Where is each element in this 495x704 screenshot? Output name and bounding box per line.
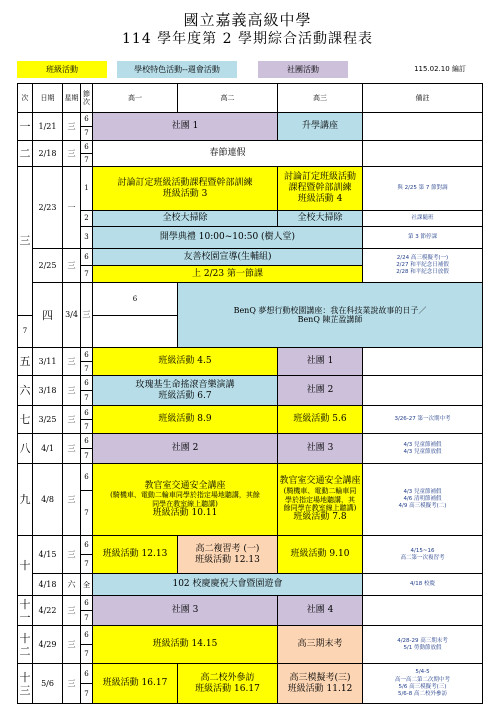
day-cell: 三 <box>63 141 81 167</box>
header-g2: 高二 <box>178 84 278 113</box>
activity-line: 餘同學在教室線上聽講) <box>283 503 357 512</box>
table-row <box>18 406 483 420</box>
day-cell: 三 <box>63 434 81 464</box>
activity-school: 全校大掃除 <box>93 211 278 227</box>
school-name: 國立嘉義高級中學 <box>183 11 312 29</box>
activity-line: 同學在教室線上聽講) <box>152 499 218 508</box>
table-row <box>18 167 483 211</box>
week-number: 五 <box>18 348 33 376</box>
activity-club: 社團 3 <box>278 434 363 464</box>
day-cell: 三 <box>63 536 81 574</box>
activity-line: 班級活動 16.17 <box>195 683 260 694</box>
remark-cell <box>363 348 483 376</box>
period-cell: 7 <box>81 449 93 464</box>
activity-class: 班級活動 12.13 <box>93 536 178 574</box>
period-cell: 6 <box>81 141 93 154</box>
period-cell: 7 <box>81 420 93 434</box>
schedule-table <box>17 83 483 704</box>
remark-cell <box>363 596 483 626</box>
period-cell: 7 <box>81 684 93 704</box>
day-cell: 一 <box>63 167 81 249</box>
activity-line: (騎機車、電動二輪車同學於指定場地聽講，其餘 <box>110 491 260 500</box>
period-cell: 7 <box>81 611 93 626</box>
remark-cell <box>363 141 483 167</box>
activity-line: 班級活動 6.7 <box>158 390 212 401</box>
period-cell: 6 <box>81 348 93 362</box>
remark-line: 5/6 高三模擬考(三) <box>398 683 447 690</box>
table-row <box>18 348 483 362</box>
day-cell: 三 <box>63 596 81 626</box>
period-cell: 7 <box>81 491 93 536</box>
activity-class <box>93 464 278 536</box>
table-row <box>18 626 483 645</box>
period-cell: 6 <box>81 464 93 491</box>
activity-class: 班級活動 16.17 <box>93 664 178 704</box>
week-number: 十三 <box>18 664 33 704</box>
activity-line: 教官室交通安全講座 <box>279 476 361 487</box>
activity-school <box>178 283 483 348</box>
week-number: 六 <box>18 376 33 406</box>
activity-line: 高二校外參訪 <box>200 672 255 683</box>
header-date: 日期 <box>33 84 63 113</box>
table-row <box>18 211 483 227</box>
remark-line: 4/3 兒童節補假 <box>403 489 442 496</box>
week-number: 一 <box>18 113 33 141</box>
header-row <box>18 84 483 113</box>
period-cell: 7 <box>81 645 93 664</box>
header-day: 星期 <box>63 84 81 113</box>
activity-club: 社團 1 <box>93 113 278 141</box>
period-cell: 6 <box>81 536 93 555</box>
activity-school: 升學講座 <box>278 113 363 141</box>
activity-class <box>178 664 278 704</box>
header-remark: 備註 <box>363 84 483 113</box>
activity-line: 課程暨幹部訓練 <box>288 183 352 194</box>
revision-date: 115.02.10 編訂 <box>414 65 466 73</box>
table-row <box>18 434 483 449</box>
activity-club: 社團 2 <box>93 434 278 464</box>
day-cell: 三 <box>63 406 81 434</box>
week-number: 七 <box>18 406 33 434</box>
activity-school: 開學典禮 10:00~10:50 (樹人堂) <box>93 227 363 249</box>
day-cell: 三 <box>81 283 93 348</box>
table-row <box>18 227 483 249</box>
activity-school: 友善校園宣導(生輔組) <box>93 249 363 266</box>
period-cell: 7 <box>18 315 33 348</box>
remark-line: 2/24 高三模擬考(一) <box>396 254 449 261</box>
date-cell: 1/21 <box>33 113 63 141</box>
period-cell: 6 <box>81 376 93 391</box>
remark-line: 高二第一次複習考 <box>400 554 445 561</box>
legend-class-activity: 班級活動 <box>17 61 107 78</box>
period-cell: 6 <box>81 626 93 645</box>
activity-line: 討論訂定班級活動 <box>283 172 356 183</box>
activity-line: 教官室交通安全講座 <box>144 480 226 491</box>
period-cell: 3 <box>81 227 93 249</box>
table-row <box>18 596 483 611</box>
remark-cell: 4/18 校慶 <box>363 574 483 596</box>
activity-line: 班級活動 12.13 <box>195 554 260 565</box>
activity-school: 102 校慶慶祝大會暨園遊會 <box>93 574 363 596</box>
table-row <box>18 574 483 596</box>
activity-class: 班級活動 5.6 <box>278 406 363 434</box>
remark-cell <box>363 664 483 704</box>
period-cell: 6 <box>81 596 93 611</box>
table-row <box>18 141 483 154</box>
activity-line: 班級活動 10.11 <box>152 508 218 519</box>
day-cell: 三 <box>63 464 81 536</box>
table-row <box>18 664 483 684</box>
date-cell: 3/25 <box>33 406 63 434</box>
date-cell: 3/18 <box>33 376 63 406</box>
remark-cell <box>363 536 483 574</box>
table-row <box>18 113 483 127</box>
remark-line: 2/27 和平紀念日補假 <box>396 261 449 268</box>
activity-exam: 高三期末考 <box>278 626 363 664</box>
activity-class: 班級活動 4.5 <box>93 348 278 376</box>
activity-club: 社團 2 <box>278 376 363 406</box>
activity-club: 社團 3 <box>93 596 278 626</box>
date-cell: 2/23 <box>33 167 63 249</box>
day-cell: 六 <box>63 574 81 596</box>
activity-line: BenQ 陳芷盈講師 <box>297 315 363 325</box>
date-cell: 4/15 <box>33 536 63 574</box>
date-cell: 3/11 <box>33 348 63 376</box>
date-cell: 4/29 <box>33 626 63 664</box>
activity-line: (騎機車、電動二輪車同 <box>283 487 357 496</box>
activity-club: 社團 1 <box>278 348 363 376</box>
day-cell: 三 <box>63 376 81 406</box>
week-number: 三 <box>18 167 33 316</box>
week-number: 十一 <box>19 597 31 624</box>
remark-line: 4/15~16 <box>410 547 435 554</box>
remark-cell: 社課隨班 <box>363 211 483 227</box>
remark-line: 4/9 高三模擬考(二) <box>398 503 447 510</box>
activity-school: 全校大掃除 <box>278 211 363 227</box>
remark-line: 4/3 兒童節補假 <box>403 441 442 448</box>
period-cell: 6 <box>81 406 93 420</box>
period-cell: 1 <box>81 167 93 211</box>
activity-line: 高二複習考 (一) <box>195 543 260 554</box>
remark-line: 4/6 清明節補假 <box>403 496 442 503</box>
day-cell: 三 <box>63 113 81 141</box>
activity-class <box>93 167 278 211</box>
period-cell: 7 <box>81 266 93 283</box>
table-row <box>18 376 483 391</box>
remark-line: 5/4-5 <box>415 669 430 676</box>
remark-cell: 3/26-27 第一次期中考 <box>363 406 483 434</box>
activity-class: 班級活動 14.15 <box>93 626 278 664</box>
remark-cell <box>363 626 483 664</box>
activity-line: 高三模擬考(三) <box>289 672 351 683</box>
period-cell: 6 <box>81 113 93 127</box>
remark-line: 5/1 勞動節放假 <box>403 644 442 651</box>
period-cell: 6 <box>81 434 93 449</box>
date-cell: 4/22 <box>33 596 63 626</box>
remark-line: 2/28 和平紀念日放假 <box>396 269 449 276</box>
table-row <box>18 283 483 316</box>
activity-line: 班級活動 4 <box>297 193 343 204</box>
activity-class: 上 2/23 第一節課 <box>93 266 363 283</box>
remark-cell <box>363 113 483 141</box>
activity-club: 社團 4 <box>278 596 363 626</box>
date-cell: 4/18 <box>33 574 63 596</box>
schedule-title: 114 學年度第 2 學期綜合活動課程表 <box>122 31 373 47</box>
period-cell: 6 <box>81 249 93 266</box>
activity-exam <box>278 664 363 704</box>
remark-cell: 第 3 節停課 <box>363 227 483 249</box>
remark-cell <box>363 464 483 536</box>
activity-line: 學於指定場地聽講，其 <box>285 495 355 504</box>
period-cell: 7 <box>81 391 93 406</box>
activity-line: 班級活動 3 <box>162 188 208 199</box>
activity-line: 討論訂定班級活動課程暨幹部訓練 <box>117 177 253 188</box>
table-row <box>18 249 483 266</box>
day-cell: 三 <box>63 664 81 704</box>
date-cell: 5/6 <box>33 664 63 704</box>
week-number: 九 <box>18 464 33 536</box>
date-cell: 3/4 <box>63 283 81 348</box>
week-number: 四 <box>33 283 63 348</box>
holiday: 春節連假 <box>93 141 363 167</box>
period-cell: 6 <box>93 283 178 316</box>
period-cell: 2 <box>81 211 93 227</box>
remark-cell <box>363 376 483 406</box>
remark-line: 4/3 兒童節放假 <box>403 448 442 455</box>
activity-line: 玫瑰基生命搖滾音樂演講 <box>135 379 235 390</box>
day-cell: 三 <box>63 348 81 376</box>
date-cell: 4/1 <box>33 434 63 464</box>
activity-line: 班級活動 7.8 <box>293 512 347 523</box>
header-g3: 高三 <box>278 84 363 113</box>
header-g1: 高一 <box>93 84 178 113</box>
header-week: 次 <box>18 84 33 113</box>
activity-line: BenQ 夢想行動校園講座：我在科技業說故事的日子／ <box>233 305 427 315</box>
week-number: 二 <box>18 141 33 167</box>
date-cell: 2/18 <box>33 141 63 167</box>
activity-class: 班級活動 8.9 <box>93 406 278 434</box>
period-cell: 7 <box>81 127 93 141</box>
remark-line: 5/6-8 高二校外參訪 <box>397 690 448 697</box>
header-period: 節次 <box>81 84 93 113</box>
period-cell: 全 <box>81 574 93 596</box>
legend-club: 社團活動 <box>258 61 348 78</box>
day-cell: 三 <box>63 626 81 664</box>
remark-line: 高一高二第二次期中考 <box>394 676 450 683</box>
remark-line: 4/28-29 高三期末考 <box>397 637 448 644</box>
period-cell: 7 <box>81 362 93 376</box>
date-cell: 4/8 <box>33 464 63 536</box>
week-number: 十 <box>18 536 33 596</box>
activity-school <box>93 376 278 406</box>
period-cell: 6 <box>81 664 93 684</box>
activity-class <box>278 464 363 536</box>
week-number: 十二 <box>18 626 33 664</box>
table-row <box>18 536 483 555</box>
remark-cell: 與 2/25 第 7 節對調 <box>363 167 483 211</box>
date-cell: 2/25 <box>33 249 63 283</box>
remark-cell <box>363 434 483 464</box>
activity-exam <box>178 536 278 574</box>
day-cell: 三 <box>63 249 81 283</box>
week-number: 八 <box>18 434 33 464</box>
legend-school-activity: 學校特色活動--週會活動 <box>117 61 237 78</box>
remark-cell <box>363 249 483 283</box>
activity-class: 班級活動 9.10 <box>278 536 363 574</box>
period-cell: 7 <box>81 154 93 167</box>
period-cell: 7 <box>81 555 93 574</box>
activity-class <box>278 167 363 211</box>
activity-line: 班級活動 11.12 <box>287 683 353 694</box>
table-row <box>18 464 483 491</box>
